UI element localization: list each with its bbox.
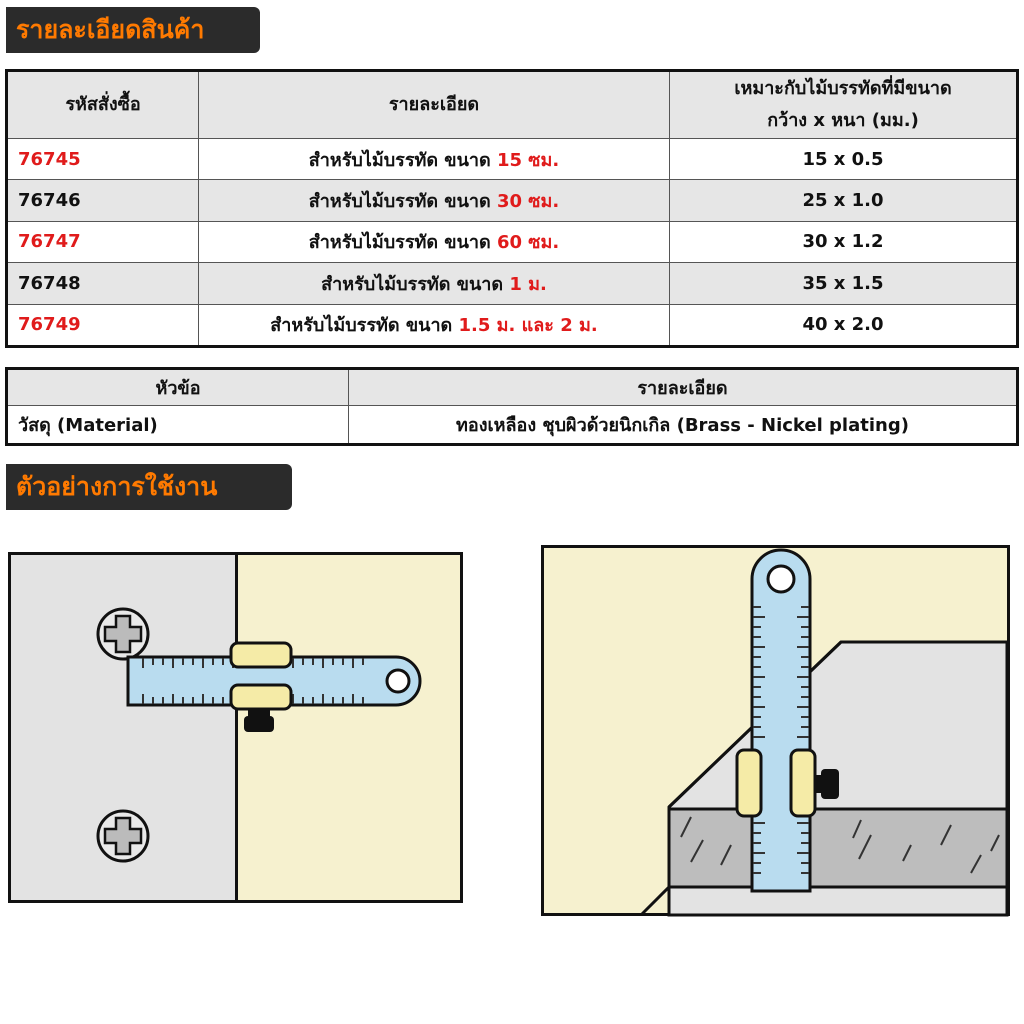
row-detail: [199, 139, 670, 180]
usage-section-title: ตัวอย่างการใช้งาน: [6, 464, 292, 510]
row-detail-size: 1 ม.: [509, 273, 547, 295]
row-code: 76749: [7, 304, 199, 346]
row-detail: [199, 180, 670, 221]
row-code: 76747: [7, 221, 199, 262]
table-row: [7, 139, 1018, 180]
screw-icon: [98, 811, 148, 861]
table-row: [7, 180, 1018, 221]
row-detail-prefix: สำหรับไม้บรรทัด ขนาด: [308, 149, 497, 171]
table-row: [7, 263, 1018, 304]
ruler-icon: [752, 550, 810, 891]
header-code: รหัสสั่งซื้อ: [7, 71, 199, 139]
header-topic: หัวข้อ: [7, 369, 349, 406]
row-detail-prefix: สำหรับไม้บรรทัด ขนาด: [308, 191, 497, 213]
header-detail: รายละเอียด: [199, 71, 670, 139]
material-table: [5, 367, 1019, 446]
row-detail-prefix: สำหรับไม้บรรทัด ขนาด: [270, 315, 459, 337]
row-fit: 40 x 2.0: [670, 304, 1018, 346]
row-detail-size: 1.5 ม. และ 2 ม.: [458, 315, 598, 337]
row-detail-size: 60 ซม.: [496, 232, 560, 254]
row-detail-size: 30 ซม.: [496, 191, 560, 213]
header-fit-line1: เหมาะกับไม้บรรทัดที่มีขนาด: [734, 78, 952, 99]
header-fit: [670, 71, 1018, 139]
spec-table-header: [7, 71, 1018, 139]
row-detail-prefix: สำหรับไม้บรรทัด ขนาด: [321, 273, 510, 295]
material-topic: วัสดุ (Material): [7, 406, 349, 445]
row-detail-prefix: สำหรับไม้บรรทัด ขนาด: [308, 232, 497, 254]
row-fit: 15 x 0.5: [670, 139, 1018, 180]
row-code: 76748: [7, 263, 199, 304]
row-fit: 25 x 1.0: [670, 180, 1018, 221]
screw-icon: [98, 609, 148, 659]
usage-example-corner: [8, 552, 464, 904]
details-section-title: รายละเอียดสินค้า: [6, 7, 260, 53]
row-fit: 35 x 1.5: [670, 263, 1018, 304]
spec-table: [5, 69, 1019, 348]
row-code: 76746: [7, 180, 199, 221]
material-table-header: [7, 369, 1018, 406]
row-detail: [199, 304, 670, 346]
table-row: [7, 304, 1018, 346]
material-detail: ทองเหลือง ชุบผิวด้วยนิกเกิล (Brass - Nickel plating): [349, 406, 1018, 445]
row-detail: [199, 263, 670, 304]
row-detail-size: 15 ซม.: [496, 149, 560, 171]
board-edge: [669, 809, 1007, 887]
table-row: [7, 406, 1018, 445]
row-fit: 30 x 1.2: [670, 221, 1018, 262]
header-material-detail: รายละเอียด: [349, 369, 1018, 406]
header-fit-line2: กว้าง x หนา (มม.): [767, 110, 919, 131]
row-detail: [199, 221, 670, 262]
table-row: [7, 221, 1018, 262]
row-code: 76745: [7, 139, 199, 180]
usage-example-edge: [541, 545, 1012, 917]
